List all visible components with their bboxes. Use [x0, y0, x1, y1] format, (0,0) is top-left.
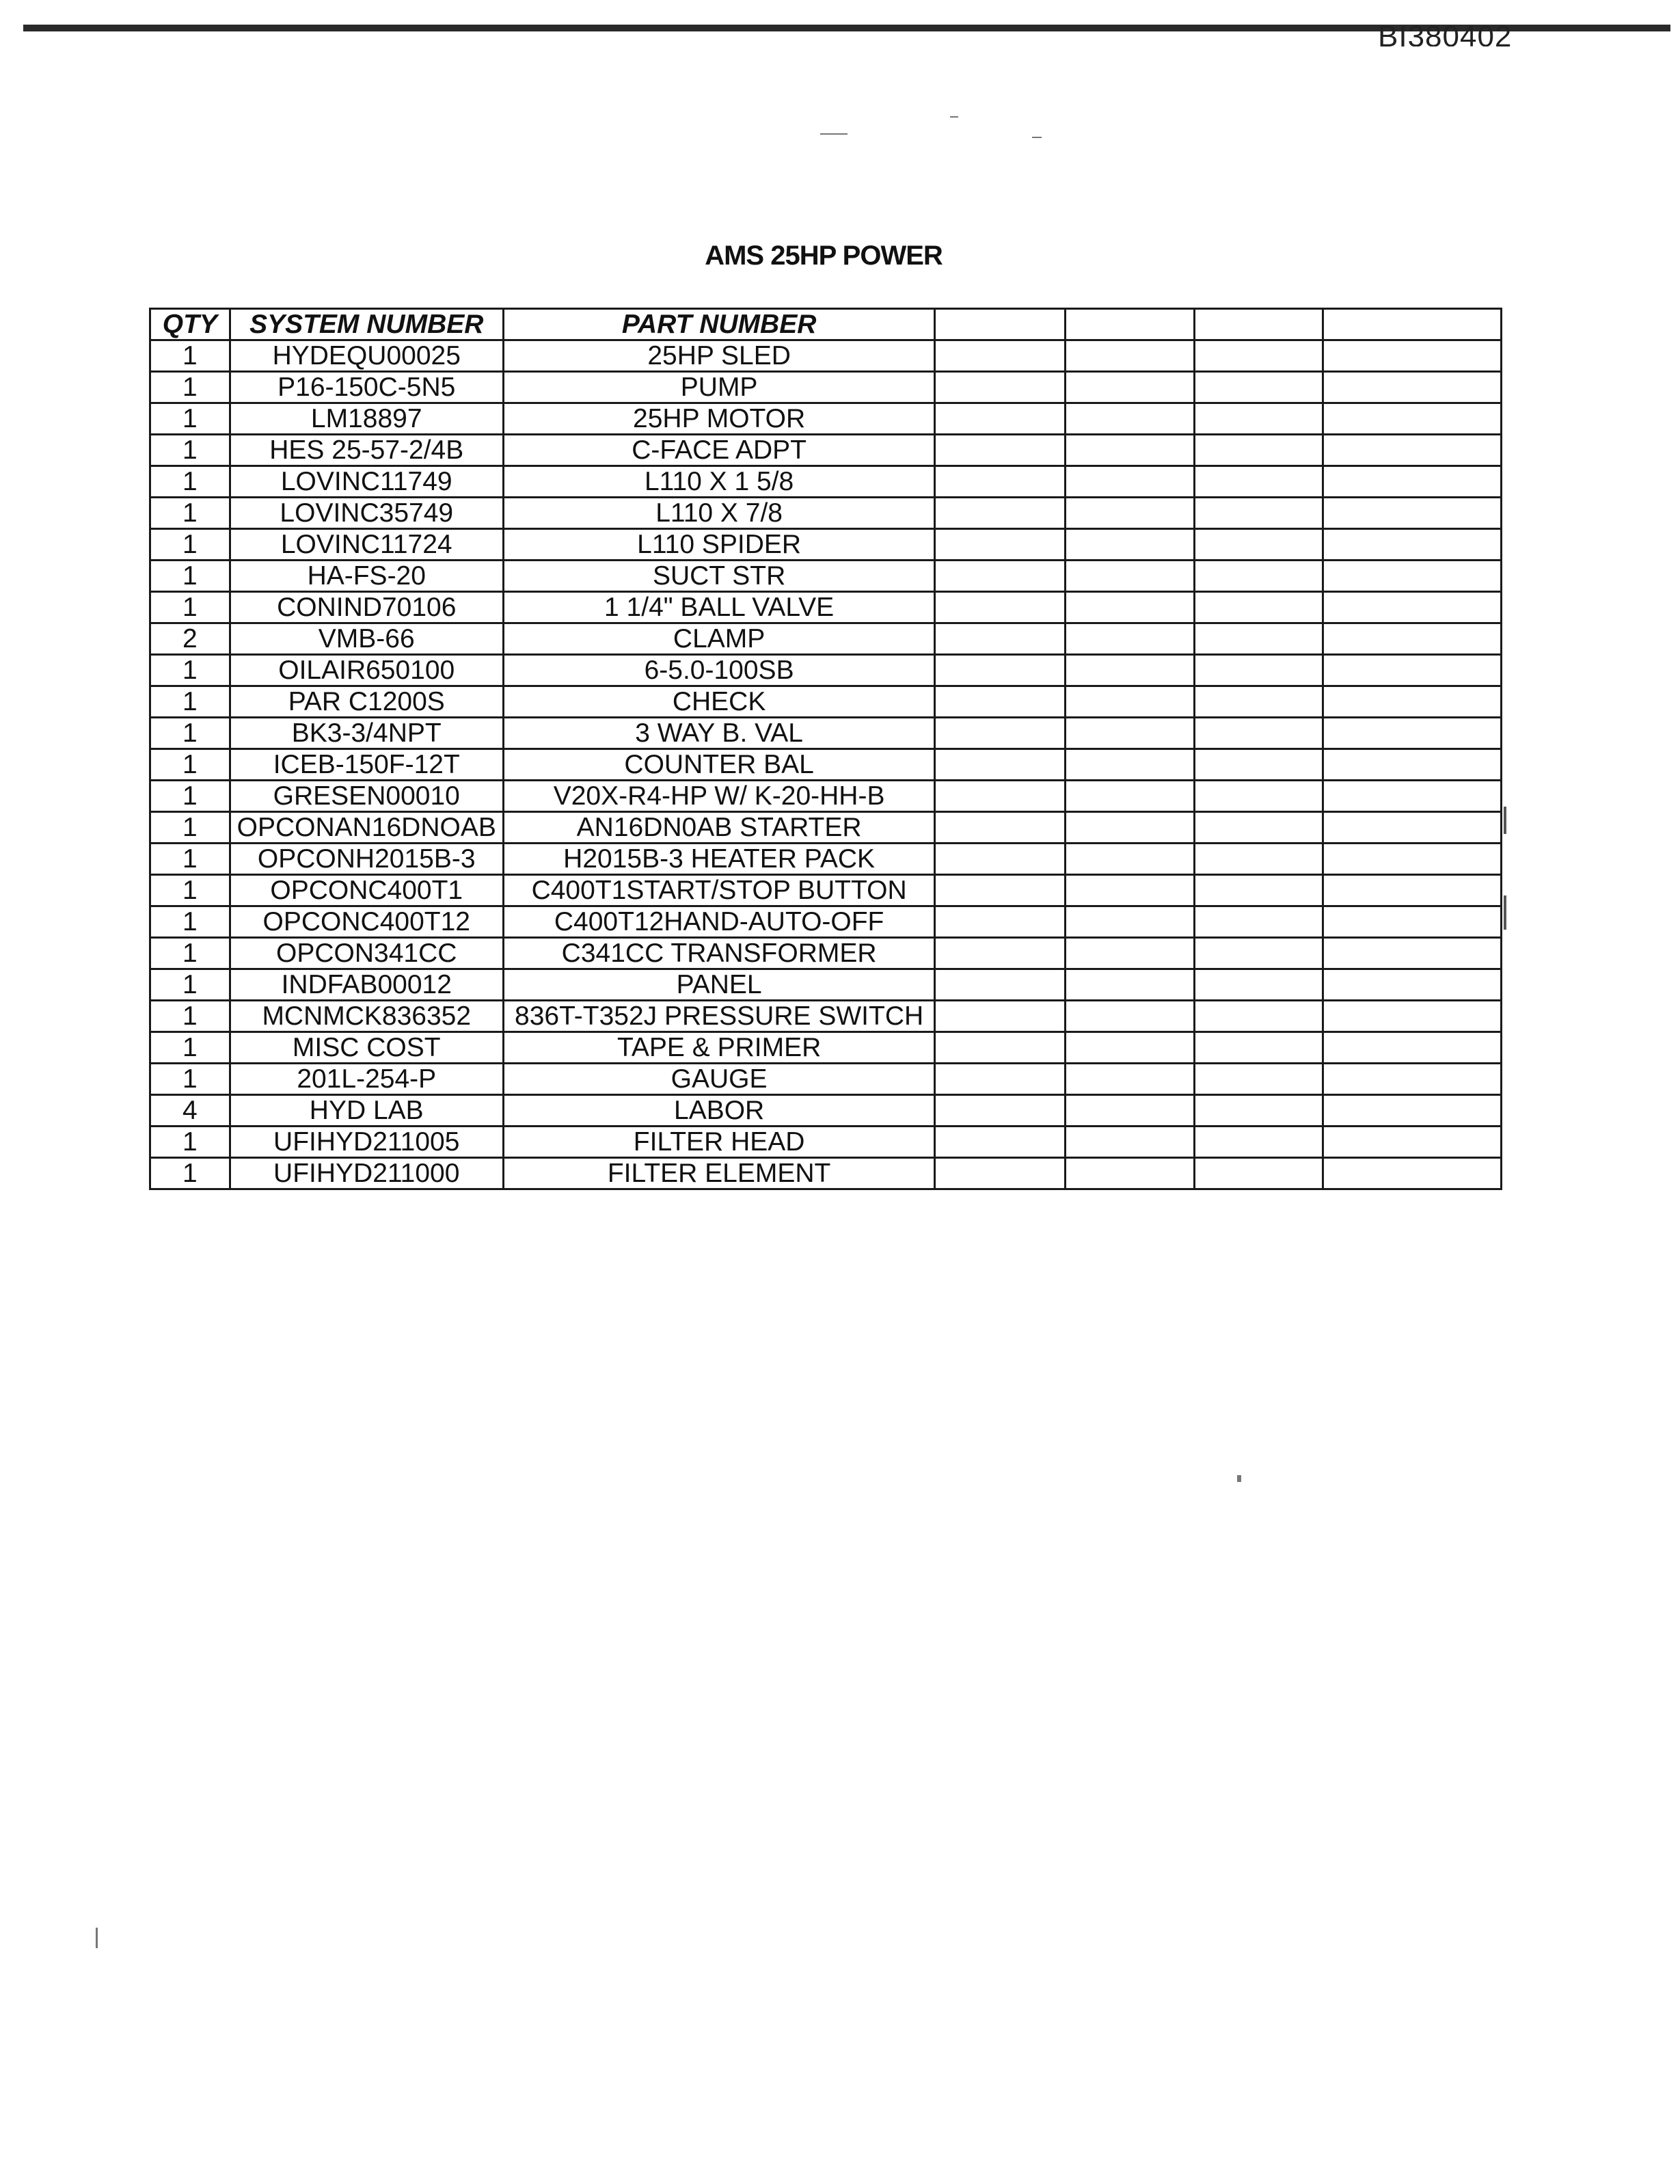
- system-number-cell: OPCONH2015B-3: [230, 844, 503, 875]
- table-row: [150, 686, 1502, 718]
- table-row: [150, 1001, 1502, 1032]
- scan-speck: [1504, 895, 1506, 930]
- system-number-cell: OPCONC400T12: [230, 906, 503, 938]
- blank-cell: [1066, 623, 1195, 655]
- qty-cell: 1: [150, 592, 230, 623]
- blank-cell: [1066, 875, 1195, 906]
- qty-cell: 1: [150, 466, 230, 498]
- table-row: [150, 623, 1502, 655]
- blank-cell: [1195, 340, 1323, 372]
- system-number-cell: HYDEQU00025: [230, 340, 503, 372]
- blank-cell: [1195, 403, 1323, 435]
- blank-cell: [1066, 498, 1195, 529]
- blank-cell: [1323, 969, 1502, 1001]
- blank-cell: [935, 1158, 1066, 1189]
- header-qty: QTY: [150, 309, 230, 340]
- blank-cell: [1323, 340, 1502, 372]
- scan-speck: [1032, 137, 1042, 138]
- blank-cell: [1066, 529, 1195, 561]
- system-number-cell: ICEB-150F-12T: [230, 749, 503, 781]
- blank-cell: [1066, 781, 1195, 812]
- blank-cell: [935, 969, 1066, 1001]
- system-number-cell: OILAIR650100: [230, 655, 503, 686]
- table-row: [150, 749, 1502, 781]
- system-number-cell: LOVINC11724: [230, 529, 503, 561]
- table-row: [150, 1095, 1502, 1127]
- blank-cell: [1066, 655, 1195, 686]
- blank-cell: [935, 1064, 1066, 1095]
- system-number-cell: CONIND70106: [230, 592, 503, 623]
- qty-cell: 1: [150, 1127, 230, 1158]
- blank-cell: [1195, 372, 1323, 403]
- blank-cell: [935, 340, 1066, 372]
- table-row: [150, 435, 1502, 466]
- part-number-cell: PANEL: [503, 969, 935, 1001]
- blank-cell: [1323, 1127, 1502, 1158]
- system-number-cell: P16-150C-5N5: [230, 372, 503, 403]
- part-number-cell: CLAMP: [503, 623, 935, 655]
- blank-cell: [1066, 561, 1195, 592]
- blank-cell: [1323, 498, 1502, 529]
- blank-cell: [1195, 498, 1323, 529]
- blank-cell: [1195, 1127, 1323, 1158]
- blank-cell: [1066, 592, 1195, 623]
- qty-cell: 2: [150, 623, 230, 655]
- table-row: [150, 906, 1502, 938]
- table-row: [150, 1127, 1502, 1158]
- blank-cell: [935, 623, 1066, 655]
- blank-cell: [935, 466, 1066, 498]
- system-number-cell: LOVINC11749: [230, 466, 503, 498]
- system-number-cell: GRESEN00010: [230, 781, 503, 812]
- table-row: [150, 340, 1502, 372]
- part-number-cell: C400T12HAND-AUTO-OFF: [503, 906, 935, 938]
- table-row: [150, 466, 1502, 498]
- system-number-cell: OPCONC400T1: [230, 875, 503, 906]
- table-row: [150, 655, 1502, 686]
- blank-cell: [1323, 1095, 1502, 1127]
- blank-cell: [935, 749, 1066, 781]
- system-number-cell: OPCON341CC: [230, 938, 503, 969]
- system-number-cell: HA-FS-20: [230, 561, 503, 592]
- blank-cell: [1195, 466, 1323, 498]
- qty-cell: 1: [150, 844, 230, 875]
- part-number-cell: L110 X 7/8: [503, 498, 935, 529]
- blank-cell: [1195, 749, 1323, 781]
- part-number-cell: 6-5.0-100SB: [503, 655, 935, 686]
- blank-cell: [935, 592, 1066, 623]
- blank-cell: [1195, 812, 1323, 844]
- blank-cell: [1066, 686, 1195, 718]
- blank-cell: [1195, 655, 1323, 686]
- blank-cell: [1195, 938, 1323, 969]
- part-number-cell: AN16DN0AB STARTER: [503, 812, 935, 844]
- system-number-cell: PAR C1200S: [230, 686, 503, 718]
- qty-cell: 1: [150, 718, 230, 749]
- blank-cell: [1066, 1001, 1195, 1032]
- table-row: [150, 1158, 1502, 1189]
- qty-cell: 1: [150, 372, 230, 403]
- part-number-cell: TAPE & PRIMER: [503, 1032, 935, 1064]
- part-number-cell: COUNTER BAL: [503, 749, 935, 781]
- part-number-cell: FILTER HEAD: [503, 1127, 935, 1158]
- qty-cell: 1: [150, 969, 230, 1001]
- part-number-cell: FILTER ELEMENT: [503, 1158, 935, 1189]
- part-number-cell: 836T-T352J PRESSURE SWITCH: [503, 1001, 935, 1032]
- blank-cell: [1323, 875, 1502, 906]
- scan-speck: [950, 116, 958, 118]
- table-row: [150, 1032, 1502, 1064]
- table-header-row: [150, 309, 1502, 340]
- system-number-cell: BK3-3/4NPT: [230, 718, 503, 749]
- blank-cell: [1066, 844, 1195, 875]
- blank-cell: [1195, 529, 1323, 561]
- blank-cell: [1323, 1001, 1502, 1032]
- qty-cell: 1: [150, 561, 230, 592]
- qty-cell: 1: [150, 906, 230, 938]
- blank-cell: [1066, 466, 1195, 498]
- header-blank: [1323, 309, 1502, 340]
- part-number-cell: H2015B-3 HEATER PACK: [503, 844, 935, 875]
- qty-cell: 1: [150, 875, 230, 906]
- system-number-cell: LOVINC35749: [230, 498, 503, 529]
- header-blank: [1195, 309, 1323, 340]
- qty-cell: 1: [150, 1158, 230, 1189]
- blank-cell: [1323, 781, 1502, 812]
- part-number-cell: GAUGE: [503, 1064, 935, 1095]
- blank-cell: [1323, 1158, 1502, 1189]
- blank-cell: [935, 718, 1066, 749]
- blank-cell: [1066, 938, 1195, 969]
- part-number-cell: C341CC TRANSFORMER: [503, 938, 935, 969]
- part-number-cell: L110 SPIDER: [503, 529, 935, 561]
- blank-cell: [935, 561, 1066, 592]
- blank-cell: [1195, 435, 1323, 466]
- qty-cell: 1: [150, 403, 230, 435]
- scan-speck: [1504, 807, 1506, 834]
- blank-cell: [1066, 906, 1195, 938]
- blank-cell: [935, 781, 1066, 812]
- blank-cell: [1323, 403, 1502, 435]
- blank-cell: [1323, 592, 1502, 623]
- blank-cell: [1066, 435, 1195, 466]
- system-number-cell: OPCONAN16DNOAB: [230, 812, 503, 844]
- system-number-cell: INDFAB00012: [230, 969, 503, 1001]
- system-number-cell: MISC COST: [230, 1032, 503, 1064]
- system-number-cell: UFIHYD211000: [230, 1158, 503, 1189]
- blank-cell: [935, 1127, 1066, 1158]
- part-number-cell: 3 WAY B. VAL: [503, 718, 935, 749]
- blank-cell: [1195, 875, 1323, 906]
- header-blank: [1066, 309, 1195, 340]
- qty-cell: 1: [150, 529, 230, 561]
- blank-cell: [1195, 844, 1323, 875]
- table-row: [150, 592, 1502, 623]
- qty-cell: 1: [150, 1001, 230, 1032]
- header-system-number: SYSTEM NUMBER: [230, 309, 503, 340]
- blank-cell: [1195, 592, 1323, 623]
- table-row: [150, 844, 1502, 875]
- page-title: AMS 25HP POWER: [705, 241, 943, 271]
- table-body: [150, 340, 1502, 1189]
- blank-cell: [935, 1001, 1066, 1032]
- part-number-cell: 25HP MOTOR: [503, 403, 935, 435]
- blank-cell: [1066, 1032, 1195, 1064]
- blank-cell: [1323, 1064, 1502, 1095]
- blank-cell: [1323, 718, 1502, 749]
- blank-cell: [1066, 812, 1195, 844]
- blank-cell: [935, 655, 1066, 686]
- blank-cell: [1323, 529, 1502, 561]
- document-id: BI380402: [1378, 22, 1513, 46]
- blank-cell: [1323, 844, 1502, 875]
- qty-cell: 1: [150, 1032, 230, 1064]
- table-row: [150, 529, 1502, 561]
- blank-cell: [1066, 1158, 1195, 1189]
- system-number-cell: UFIHYD211005: [230, 1127, 503, 1158]
- blank-cell: [1195, 686, 1323, 718]
- blank-cell: [1066, 403, 1195, 435]
- blank-cell: [935, 812, 1066, 844]
- qty-cell: 1: [150, 938, 230, 969]
- blank-cell: [1323, 435, 1502, 466]
- part-number-cell: 1 1/4" BALL VALVE: [503, 592, 935, 623]
- blank-cell: [1323, 655, 1502, 686]
- blank-cell: [1195, 781, 1323, 812]
- part-number-cell: L110 X 1 5/8: [503, 466, 935, 498]
- table-row: [150, 403, 1502, 435]
- blank-cell: [1195, 1032, 1323, 1064]
- parts-table: [149, 308, 1502, 1190]
- blank-cell: [935, 686, 1066, 718]
- qty-cell: 1: [150, 435, 230, 466]
- blank-cell: [1323, 466, 1502, 498]
- part-number-cell: CHECK: [503, 686, 935, 718]
- qty-cell: 1: [150, 340, 230, 372]
- blank-cell: [1066, 718, 1195, 749]
- blank-cell: [935, 875, 1066, 906]
- blank-cell: [1066, 1095, 1195, 1127]
- table-row: [150, 875, 1502, 906]
- blank-cell: [935, 529, 1066, 561]
- blank-cell: [1323, 623, 1502, 655]
- scan-speck: [820, 133, 848, 135]
- table-row: [150, 781, 1502, 812]
- blank-cell: [1195, 623, 1323, 655]
- blank-cell: [935, 403, 1066, 435]
- blank-cell: [1195, 906, 1323, 938]
- table-row: [150, 372, 1502, 403]
- qty-cell: 1: [150, 812, 230, 844]
- blank-cell: [935, 372, 1066, 403]
- part-number-cell: PUMP: [503, 372, 935, 403]
- qty-cell: 4: [150, 1095, 230, 1127]
- system-number-cell: LM18897: [230, 403, 503, 435]
- blank-cell: [1195, 718, 1323, 749]
- table-row: [150, 561, 1502, 592]
- system-number-cell: 201L-254-P: [230, 1064, 503, 1095]
- blank-cell: [1066, 340, 1195, 372]
- blank-cell: [1195, 1158, 1323, 1189]
- blank-cell: [935, 844, 1066, 875]
- part-number-cell: V20X-R4-HP W/ K-20-HH-B: [503, 781, 935, 812]
- blank-cell: [1195, 1001, 1323, 1032]
- system-number-cell: HES 25-57-2/4B: [230, 435, 503, 466]
- table-row: [150, 718, 1502, 749]
- qty-cell: 1: [150, 686, 230, 718]
- blank-cell: [1195, 1095, 1323, 1127]
- blank-cell: [1195, 561, 1323, 592]
- header-part-number: PART NUMBER: [503, 309, 935, 340]
- blank-cell: [1323, 1032, 1502, 1064]
- blank-cell: [1323, 561, 1502, 592]
- part-number-cell: C400T1START/STOP BUTTON: [503, 875, 935, 906]
- blank-cell: [1323, 686, 1502, 718]
- blank-cell: [1066, 969, 1195, 1001]
- blank-cell: [1195, 969, 1323, 1001]
- scan-speck: [96, 1928, 98, 1948]
- blank-cell: [935, 1095, 1066, 1127]
- blank-cell: [1066, 749, 1195, 781]
- table-row: [150, 1064, 1502, 1095]
- blank-cell: [935, 938, 1066, 969]
- blank-cell: [1066, 1064, 1195, 1095]
- blank-cell: [1323, 938, 1502, 969]
- system-number-cell: VMB-66: [230, 623, 503, 655]
- system-number-cell: MCNMCK836352: [230, 1001, 503, 1032]
- table-row: [150, 812, 1502, 844]
- blank-cell: [1323, 372, 1502, 403]
- scan-speck: [1237, 1475, 1241, 1482]
- system-number-cell: HYD LAB: [230, 1095, 503, 1127]
- qty-cell: 1: [150, 655, 230, 686]
- qty-cell: 1: [150, 781, 230, 812]
- blank-cell: [1323, 749, 1502, 781]
- blank-cell: [1323, 812, 1502, 844]
- part-number-cell: SUCT STR: [503, 561, 935, 592]
- blank-cell: [1195, 1064, 1323, 1095]
- table-row: [150, 498, 1502, 529]
- part-number-cell: 25HP SLED: [503, 340, 935, 372]
- qty-cell: 1: [150, 749, 230, 781]
- blank-cell: [1066, 372, 1195, 403]
- blank-cell: [935, 498, 1066, 529]
- table-row: [150, 969, 1502, 1001]
- blank-cell: [935, 906, 1066, 938]
- blank-cell: [935, 435, 1066, 466]
- blank-cell: [1066, 1127, 1195, 1158]
- table-row: [150, 938, 1502, 969]
- header-blank: [935, 309, 1066, 340]
- part-number-cell: LABOR: [503, 1095, 935, 1127]
- blank-cell: [935, 1032, 1066, 1064]
- qty-cell: 1: [150, 1064, 230, 1095]
- blank-cell: [1323, 906, 1502, 938]
- qty-cell: 1: [150, 498, 230, 529]
- part-number-cell: C-FACE ADPT: [503, 435, 935, 466]
